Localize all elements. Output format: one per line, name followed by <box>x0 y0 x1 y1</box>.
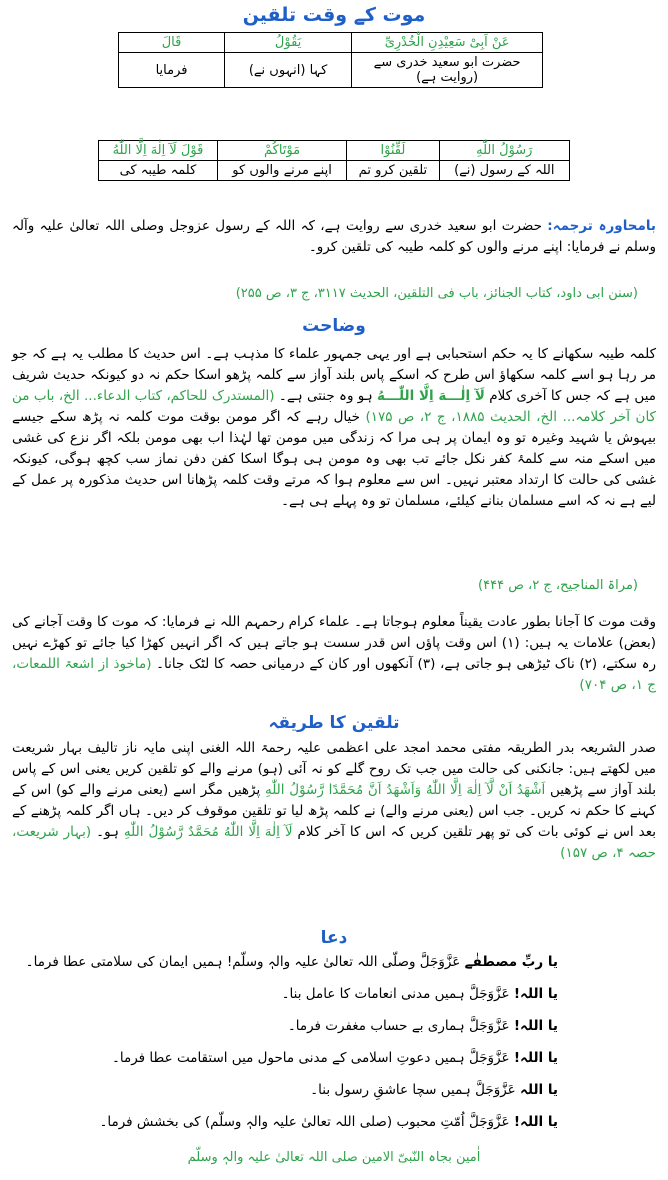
table1-header-2: یَقُوْلُ <box>225 33 352 53</box>
dua-line-6 <box>20 1114 558 1130</box>
table1-cell-2: کہا (انہوں نے) <box>225 53 352 88</box>
dua-line-1 <box>20 954 558 970</box>
explanation-text-1: کلمہ طیبہ سکھانے کا یہ حکم استحبابی ہے اور یہی جمہور علماء کا مذہب ہے۔ اس حدیث کا مطلب یہ ہے کہ جو مر رہا ہو اسے کلمہ سکھاؤ اس طرح کہ اسکے پاس بلند آواز سے کلمہ پڑھو اسکا حکم نہ دو کیونکہ حدیث شریف میں ہے کہ جس کا آخری کلام <box>12 346 656 404</box>
method-paragraph <box>12 738 656 864</box>
translation-text: حضرت ابو سعید خدری سے روایت ہے، کہ اللہ کے رسول عزوجل وصلی اللہ تعالیٰ علیہ وآلہ وسلم نے فرمایا: اپنے مرنے والوں کو کلمہ طیبہ کی تلقین کرو۔ <box>12 218 656 255</box>
dua-lead: یا اللہ! <box>513 1050 558 1066</box>
explanation-arabic-suffix: ہو وہ جنتی ہے۔ <box>278 388 373 404</box>
dua-line-5 <box>20 1082 558 1098</box>
signs-paragraph <box>12 612 656 696</box>
reference-mirat: (مراۃ المناجیح، ج ۲، ص ۴۴۴) <box>478 578 638 593</box>
table2-cell-3: اپنے مرنے والوں کو <box>217 161 346 181</box>
table2-header-2: لَقِّنُوْا <box>347 141 439 161</box>
table1-header-1: عَنْ اَبِیْ سَعِیْدِنِ الْخُدْرِیِّ <box>352 33 543 53</box>
reference-bahar: (بہار شریعت، حصہ ۴، ص ۱۵۷) <box>12 824 656 861</box>
reference-abudawud: (سنن ابی داود، کتاب الجنائز، باب فی التلقین، الحدیث ۳۱۱۷، ج ۳، ص ۲۵۵) <box>235 286 638 301</box>
translation <box>12 216 656 258</box>
word-table-2 <box>98 140 570 181</box>
dua-line-4 <box>20 1050 558 1066</box>
method-text-end: ہو۔ <box>96 824 119 840</box>
table2-header-4: قَوْلَ لَآ اِلٰهَ اِلَّا اللّٰهُ <box>99 141 218 161</box>
explanation-text-2: خیال رہے کہ اگر مومن بوقت موت کلمہ نہ پڑھ سکے جیسے بیہوش یا شہید وغیرہ تو وہ ایمان پر ہی مرا کہ زندگی میں مومن تھا لہٰذا اب بھی مومن بلکہ اگر نزع کی غشی میں اسکے منہ سے کلمۂ کفر نکل جائے تب بھی وہ مومن ہی ہوگا اسکا کفن دفن نماز سب کچھ ہوگی، کیونکہ غشی کی حالت کا ارتداد معتبر نہیں۔ اس سے معلوم ہوا کہ مرتے وقت کلمہ پڑھانا اس حدیث مذکورہ پر عمل کے لیے ہے نہ کہ اسے مسلمان بنانے کیلئے، مسلمان تو وہ پہلے ہی ہے۔ <box>12 409 656 509</box>
dua-text: عَزَّوَجَلَّ وصلّی اللہ تعالیٰ علیہ والہٖ وسلّم! ہمیں ایمان کی سلامتی عطا فرما۔ <box>25 954 461 970</box>
method-arabic-2: لَآ اِلٰهَ اِلَّا اللّٰهُ مُحَمَّدٌ رَّسُوْلُ اللّٰهِ <box>123 824 293 840</box>
dua-line-3 <box>20 1018 558 1034</box>
word-table-1 <box>118 32 543 88</box>
reference-ashia: (ماخوذ از اشعۃ اللمعات، ج ۱، ص ۷۰۴) <box>12 656 656 693</box>
table1-cell-1: حضرت ابو سعید خدری سے (روایت ہے) <box>352 53 543 88</box>
dua-line-2 <box>20 986 558 1002</box>
heading-explanation: وضاحت <box>302 316 366 336</box>
dua-lead: یا اللہ! <box>513 1114 558 1130</box>
method-text: صدر الشریعہ بدر الطریقہ مفتی محمد امجد علی اعظمی علیہ رحمۃ اللہ الغنی اپنی مایہ ناز تالیف بہار شریعت میں لکھتے ہیں: جانکنی کی حالت میں جب تک روح گلے کو نہ آئی (ہو) مرنے والے کو تلقین کریں یعنی اس کے پاس بلند آواز سے پڑھیں <box>12 740 656 798</box>
explanation-arabic: لَآ اِلٰـــهَ اِلَّا اللّٰـــهُ <box>377 388 485 404</box>
dua-lead: یا اللہ! <box>513 986 558 1002</box>
closing-line: اٰمین بجاہ النّبیّ الامین صلی اللہ تعالیٰ علیہ والہٖ وسلّم <box>187 1150 481 1165</box>
table2-cell-2: تلقین کرو تم <box>347 161 439 181</box>
heading-dua: دعا <box>320 928 348 948</box>
dua-text: عَزَّوَجَلَّ ہمیں مدنی انعامات کا عامل بنا۔ <box>281 986 510 1002</box>
dua-text: عَزَّوَجَلَّ ہمیں دعوتِ اسلامی کے مدنی ماحول میں استقامت عطا فرما۔ <box>111 1050 510 1066</box>
dua-lead: یا اللہ <box>520 1082 558 1098</box>
table2-cell-4: کلمہ طیبہ کی <box>99 161 218 181</box>
table1-cell-3: فرمایا <box>119 53 225 88</box>
dua-lead: یا ربِّ مصطفٰے <box>464 954 558 970</box>
translation-label: بامحاورہ ترجمہ: <box>547 218 656 234</box>
dua-text: عَزَّوَجَلَّ ہماری بے حساب مغفرت فرما۔ <box>287 1018 510 1034</box>
dua-text: عَزَّوَجَلَّ ہمیں سچا عاشقِ رسول بنا۔ <box>310 1082 516 1098</box>
reference-mustadrak: (المستدرک للحاکم، کتاب الدعاء... الخ، باب من کان آخر کلامہ... الخ، الحدیث ۱۸۸۵، ج ۲، ص ۱۷۵) <box>12 388 656 425</box>
signs-text: وقت موت کا آجانا بطور عادت یقیناً معلوم ہوجاتا ہے۔ علماء کرام رحمہم اللہ نے فرمایا: کہ موت کا وقت آجانے کی (بعض) علامات یہ ہیں: (۱) اس وقت پاؤں اس قدر سست ہو جاتے ہیں کہ اگر انہیں کھڑا کیا جائے تو کھڑے نہیں رہ سکتے، (۲) ناک ٹیڑھی ہو جاتی ہے، (۳) آنکھوں اور کان کے درمیانی حصہ کا لٹک جانا۔ <box>12 614 657 672</box>
dua-lead: یا اللہ! <box>513 1018 558 1034</box>
table2-header-1: رَسُوْلُ اللّٰهِ <box>439 141 569 161</box>
explanation-paragraph <box>12 344 656 512</box>
heading-method: تلقین کا طریقہ <box>268 713 400 733</box>
method-arabic: اَشْهَدُ اَنْ لَّآ اِلٰهَ اِلَّا اللّٰهُ وَاَشْهَدُ اَنَّ مُحَمَّدًا رَّسُوْلُ اللّٰهِ <box>264 782 546 798</box>
table2-header-3: مَوْتَاکُمْ <box>217 141 346 161</box>
table2-cell-1: اللہ کے رسول (نے) <box>439 161 569 181</box>
dua-text: عَزَّوَجَلَّ اُمّتِ محبوب (صلی اللہ تعالیٰ علیہ والہٖ وسلّم) کی بخشش فرما۔ <box>99 1114 510 1130</box>
method-text-cont: پڑھیں مگر اسے (یعنی مرنے والے کو) اس کے کہنے کا حکم نہ کریں۔ جب اس (یعنی مرنے والے) نے کلمہ پڑھ لیا تو تلقین موقوف کر دیں۔ ہاں اگر کلمہ پڑھنے کے بعد اس نے کوئی بات کی تو پھر تلقین کریں کہ اس کا آخر کلام <box>12 782 656 840</box>
table1-header-3: قَالَ <box>119 33 225 53</box>
page-title: موت کے وقت تلقین <box>242 4 426 26</box>
